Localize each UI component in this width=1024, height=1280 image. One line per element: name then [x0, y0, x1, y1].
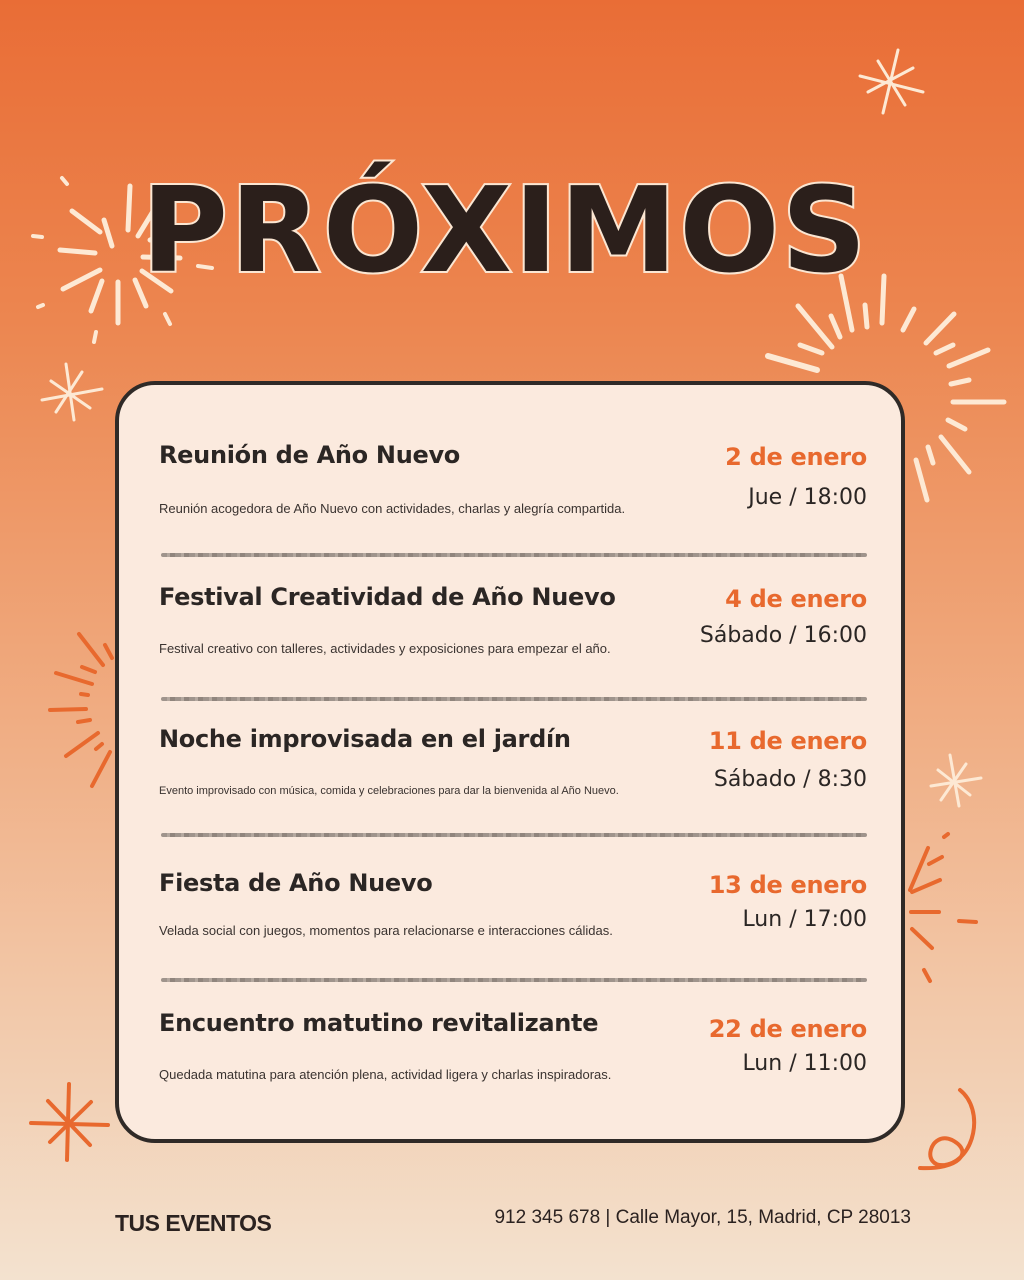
- event-date: 11 de enero: [708, 727, 867, 755]
- event-name: Fiesta de Año Nuevo: [159, 869, 433, 897]
- sparkle-star-icon: [31, 1084, 108, 1160]
- event-time: Jue / 18:00: [748, 485, 867, 510]
- event-description: Reunión acogedora de Año Nuevo con actividades, charlas y alegría compartida.: [159, 501, 626, 516]
- firework-burst-icon: [50, 634, 112, 786]
- event-date: 2 de enero: [725, 443, 867, 471]
- event-name: Encuentro matutino revitalizante: [159, 1009, 599, 1037]
- firework-burst-icon: [910, 834, 976, 981]
- divider: [161, 697, 867, 701]
- events-card: [115, 381, 905, 1143]
- divider: [161, 553, 867, 557]
- footer-brand: TUS EVENTOS: [115, 1210, 272, 1236]
- page-title: PRÓXIMOS: [141, 161, 869, 300]
- confetti-swirl-icon: [920, 1090, 974, 1168]
- sparkle-star-icon: [931, 755, 981, 806]
- event-time: Sábado / 8:30: [713, 767, 867, 792]
- event-date: 4 de enero: [725, 585, 867, 613]
- event-time: Sábado / 16:00: [699, 623, 867, 648]
- event-description: Evento improvisado con música, comida y celebraciones para dar la bienvenida al Año Nuevo.: [159, 785, 619, 797]
- footer-contact: 912 345 678 | Calle Mayor, 15, Madrid, CP 28013: [494, 1207, 911, 1228]
- event-name: Reunión de Año Nuevo: [159, 441, 460, 469]
- sparkle-star-icon: [42, 364, 102, 420]
- event-description: Quedada matutina para atención plena, actividad ligera y charlas inspiradoras.: [159, 1067, 612, 1082]
- event-time: Lun / 17:00: [742, 907, 867, 932]
- event-time: Lun / 11:00: [742, 1051, 867, 1076]
- event-name: Noche improvisada en el jardín: [159, 725, 571, 753]
- event-date: 22 de enero: [708, 1015, 867, 1043]
- divider: [161, 978, 867, 982]
- event-description: Festival creativo con talleres, actividades y exposiciones para empezar el año.: [159, 641, 611, 656]
- event-description: Velada social con juegos, momentos para relacionarse e interacciones cálidas.: [159, 923, 613, 938]
- event-date: 13 de enero: [708, 871, 867, 899]
- event-name: Festival Creatividad de Año Nuevo: [159, 583, 616, 611]
- divider: [161, 833, 867, 837]
- sparkle-star-icon: [860, 50, 923, 113]
